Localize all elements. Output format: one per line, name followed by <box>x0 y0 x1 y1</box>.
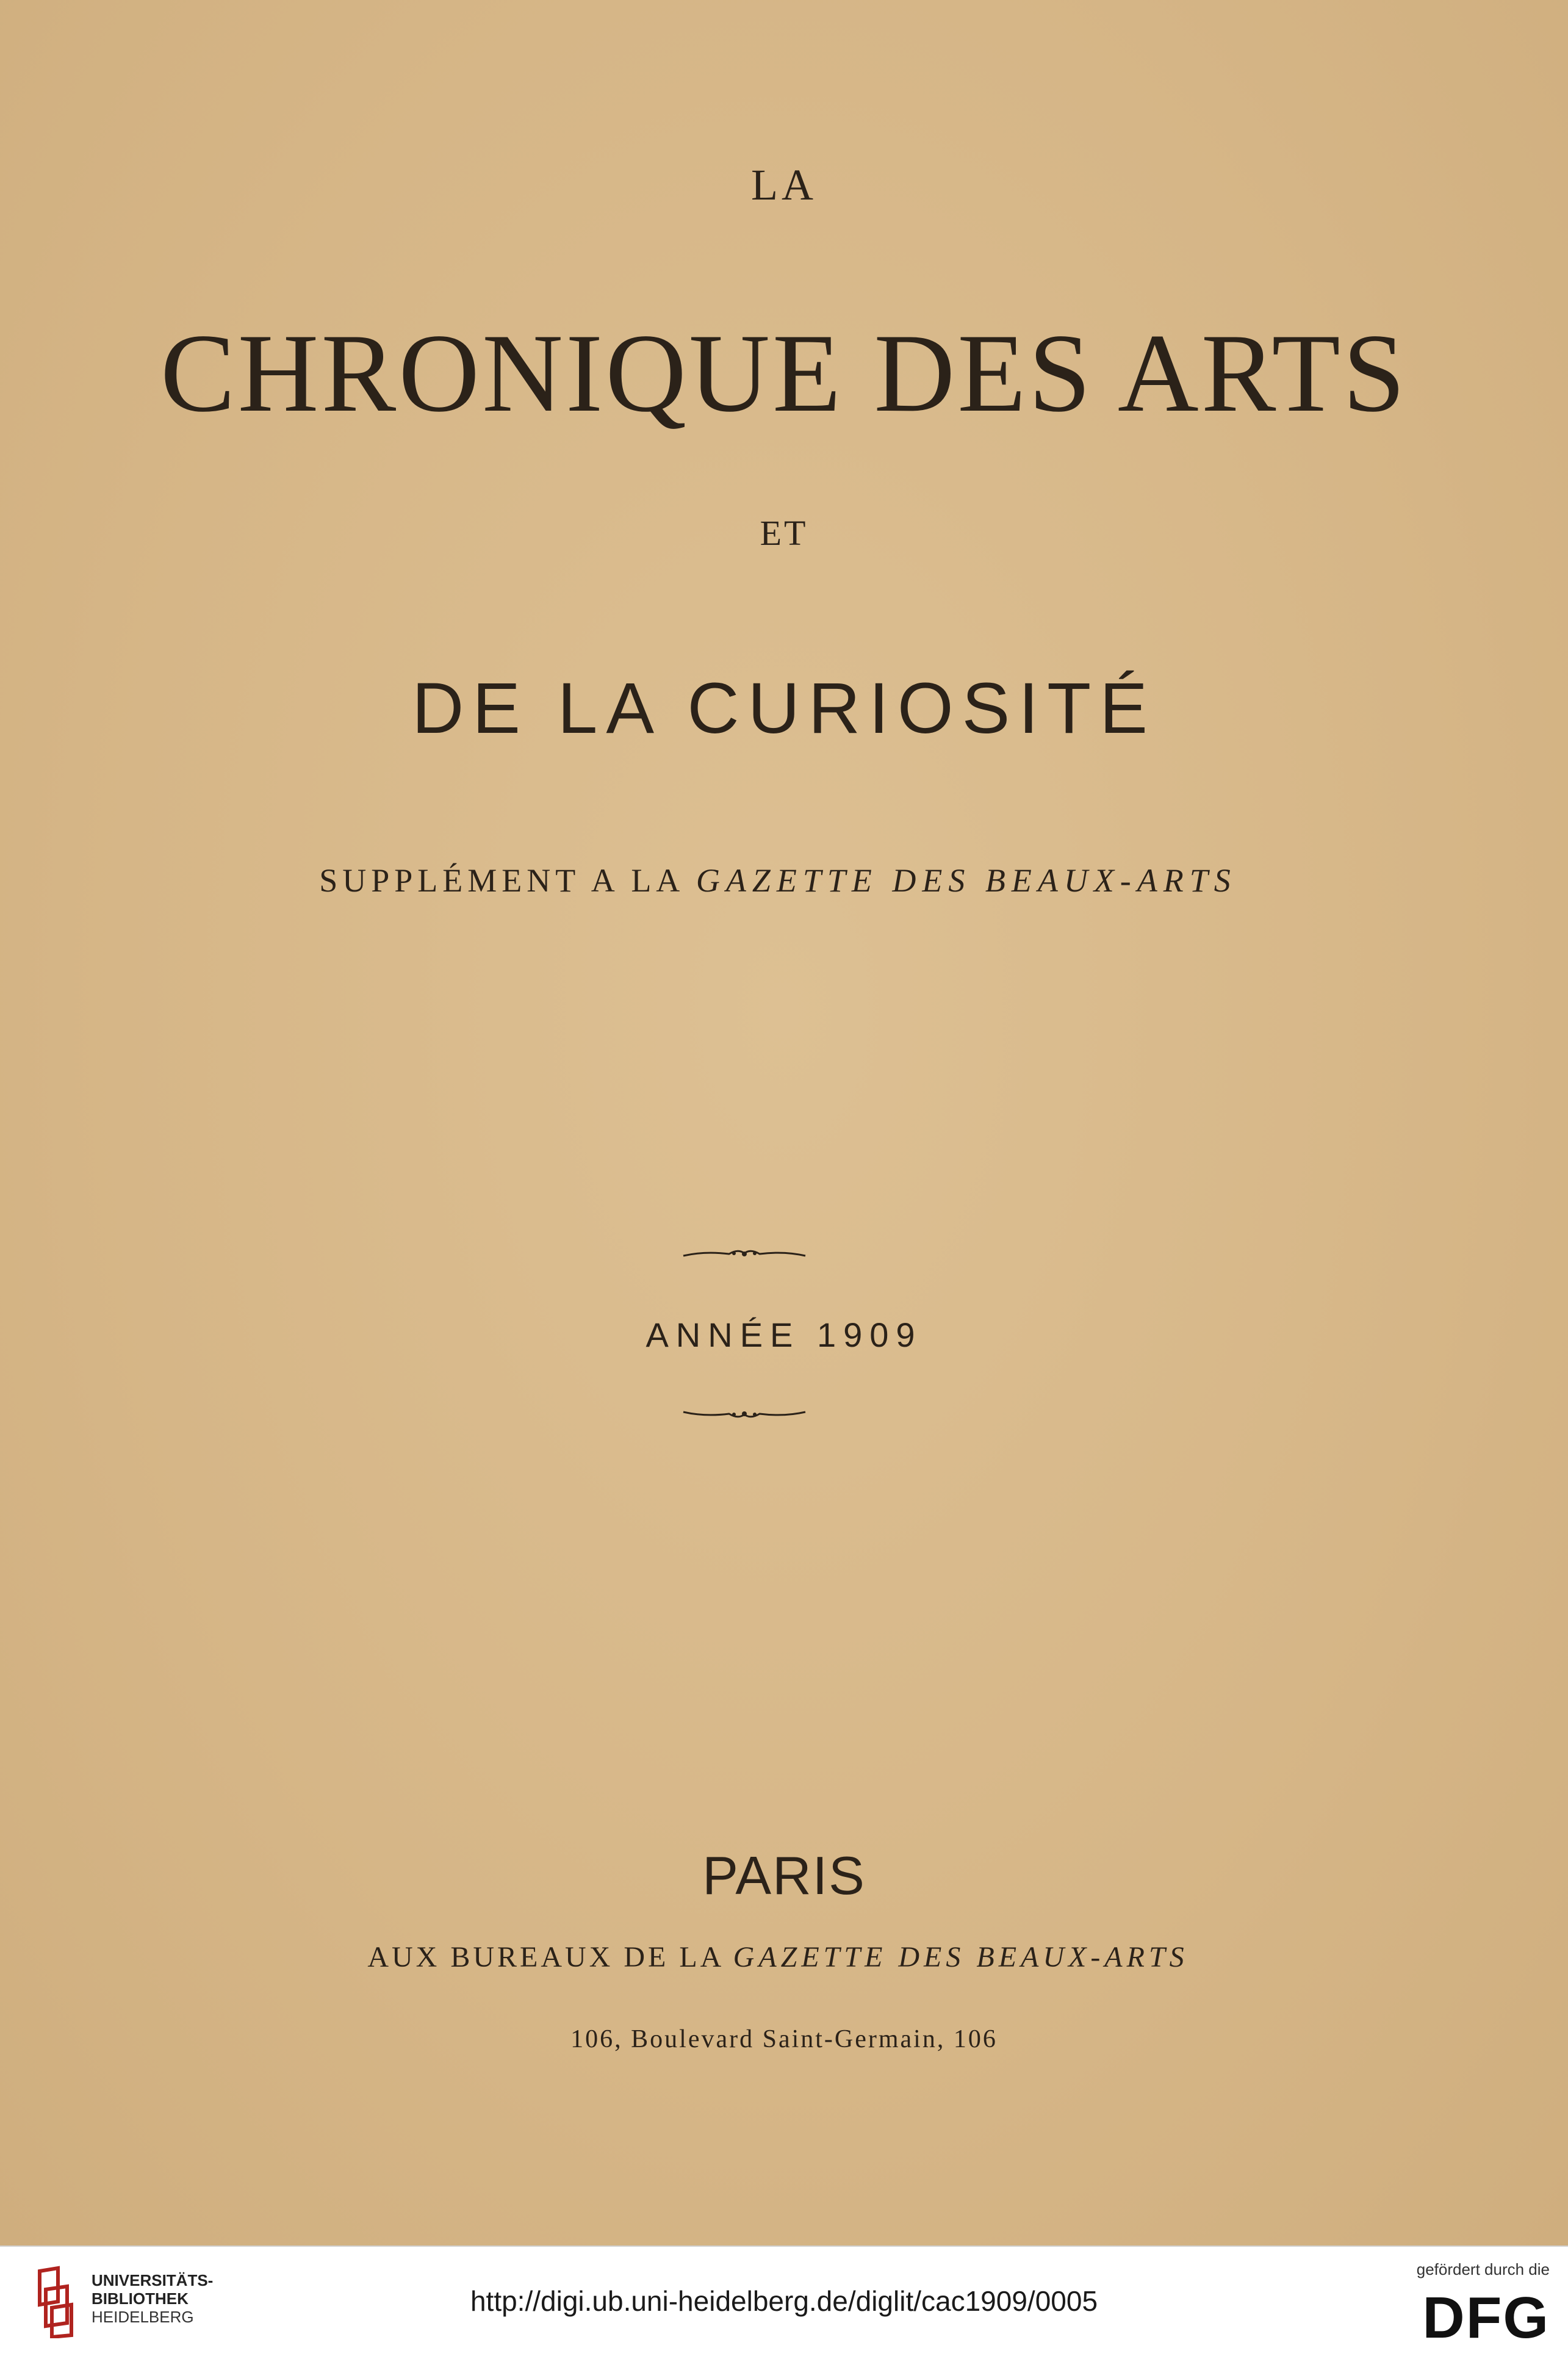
publisher-line <box>0 1940 1562 1974</box>
supplement-prefix: SUPPLÉMENT A LA <box>319 862 683 899</box>
footer-bar <box>0 2246 1568 2359</box>
library-name-line1: UNIVERSITÄTS- <box>92 2271 214 2289</box>
funding-caption: gefördert durch die <box>1416 2260 1550 2278</box>
address: 106, Boulevard Saint-Germain, 106 <box>570 2025 998 2053</box>
ornament-top <box>680 1245 808 1263</box>
title-article: LA <box>751 160 817 209</box>
main-title: CHRONIQUE DES ARTS <box>160 311 1408 435</box>
supplement-line <box>0 862 1562 899</box>
permalink-url[interactable]: http://digi.ub.uni-heidelberg.de/diglit/cac1909/0005 <box>470 2285 1098 2317</box>
ornament-bottom <box>680 1405 808 1423</box>
title-conjunction: ET <box>760 513 808 553</box>
dfg-logo: DFG <box>1422 2285 1550 2350</box>
subtitle: DE LA CURIOSITÉ <box>412 668 1156 749</box>
city: PARIS <box>702 1845 866 1906</box>
publisher-journal: GAZETTE DES BEAUX-ARTS <box>733 1941 1189 1973</box>
library-name-line2: BIBLIOTHEK <box>92 2289 189 2308</box>
supplement-journal: GAZETTE DES BEAUX-ARTS <box>696 862 1237 899</box>
year-label: ANNÉE 1909 <box>646 1316 922 1354</box>
library-name-line3: HEIDELBERG <box>92 2308 194 2326</box>
publisher-prefix: AUX BUREAUX DE LA <box>367 1941 723 1973</box>
